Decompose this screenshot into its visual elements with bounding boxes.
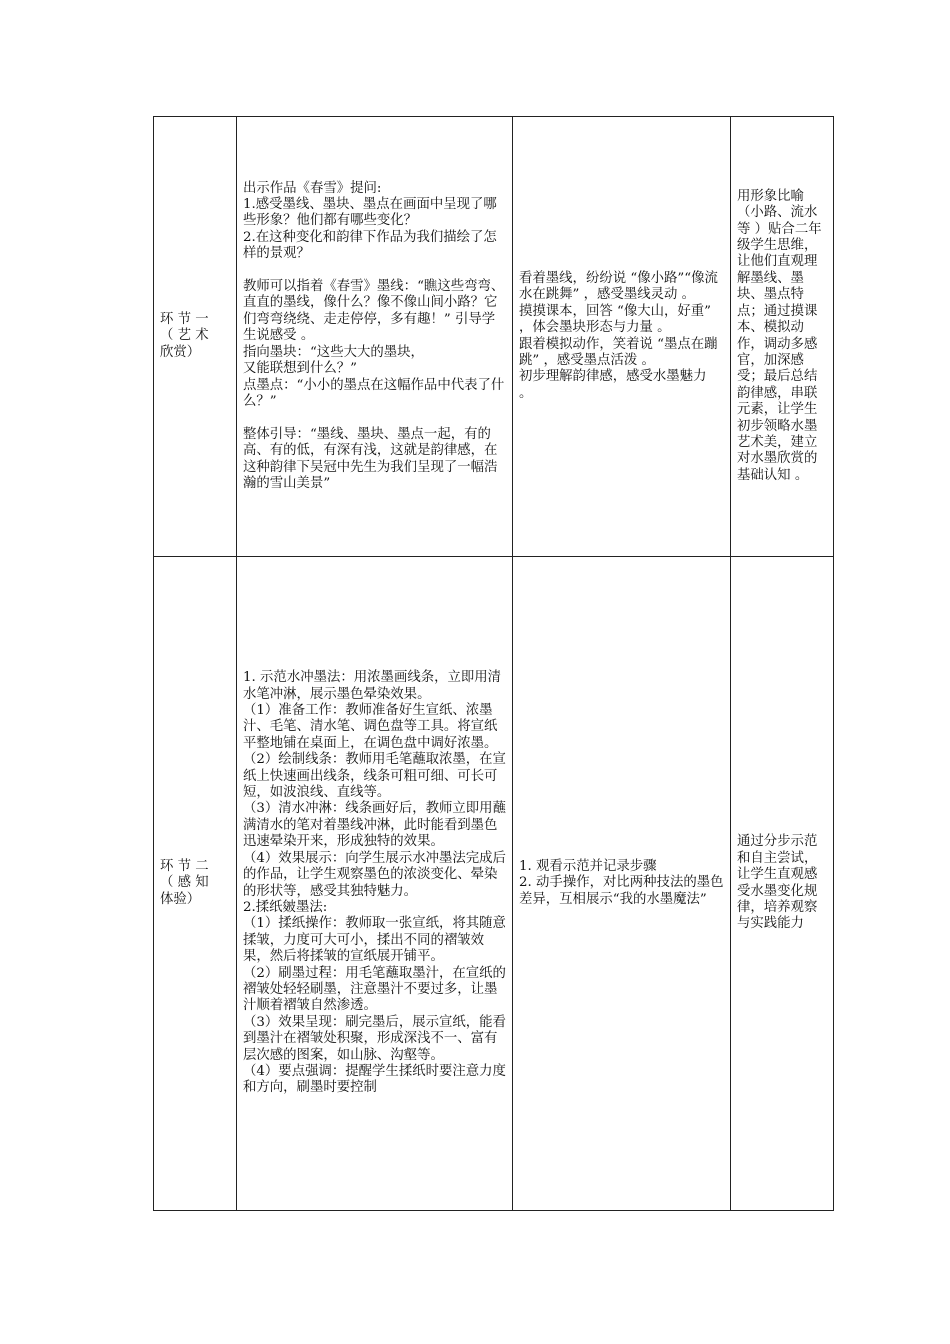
stage-cell [154, 117, 237, 557]
design-intent-cell [731, 117, 834, 557]
teacher-activity-cell [237, 557, 513, 1211]
student-activity-cell [513, 117, 731, 557]
teacher-activity-text: 1. 示范水冲墨法：用浓墨画线条，立即用清水笔冲淋，展示墨色晕染效果。 （1）准备工作：教师准备好生宣纸、浓墨汁、毛笔、清水笔、调色盘等工具。将宣纸平整地铺在桌面上，在调色盘中调好浓墨。 （2）绘制线条：教师用毛笔蘸取浓墨，在宣纸上快速画出线条，线条可粗可细、可长可短，如波浪线、直线等。 （3）清水冲淋：线条画好后，教师立即用蘸满清水的笔对着墨线冲淋，此时能看到墨色迅速晕染开来，形成独特的效果。 （4）效果展示：向学生展示水冲墨法完成后的作品，让学生观察墨色的浓淡变化、晕染的形状等，感受其独特魅力。 2.揉纸皴墨法: （1）揉纸操作：教师取一张宣纸，将其随意揉皱，力度可大可小，揉出不同的褶皱效果，然后将揉皱的宣纸展开铺平。 （2）刷墨过程：用毛笔蘸取墨汁，在宣纸的褶皱处轻轻刷墨，注意墨汁不要过多，让墨汁顺着褶皱自然渗透。 （3）效果呈现：刷完墨后，展示宣纸，能看到墨汁在褶皱处积聚，形成深浅不一、富有层次感的图案，如山脉、沟壑等。 （4）要点强调：提醒学生揉纸时要注意力度和方向，刷墨时要控制 [243, 670, 506, 1096]
student-activity-text: 看着墨线，纷纷说 “像小路”“像流水在跳舞” ，感受墨线灵动 。 摸摸课本，回答 “像大山，好重” ，体会墨块形态与力量 。 跟着模拟动作，笑着说 “墨点在蹦跳” ，感受墨点活泼 。 初步理解韵律感，感受水墨魅力 。 [519, 270, 718, 401]
design-intent-text: 通过分步示范和自主尝试，让学生直观感受水墨变化规律，培养观察与实践能力 [737, 834, 818, 932]
lesson-plan-table [153, 116, 834, 1211]
stage-cell [154, 557, 237, 1211]
design-intent-cell [731, 557, 834, 1211]
table-row [154, 117, 834, 557]
student-activity-cell [513, 557, 731, 1211]
stage-label: 环 节 二 （ 感 知 体验） [160, 858, 209, 907]
stage-label: 环 节 一 （ 艺 术 欣赏） [160, 311, 209, 360]
design-intent-text: 用形象比喻（小路、流水等 ）贴合二年级学生思维，让他们直观理解墨线、墨块、墨点特点；通过摸课本、模拟动作，调动多感官，加深感受；最后总结韵律感，串联元素，让学生初步领略水墨艺术美，建立对水墨欣赏的基础认知 。 [737, 188, 822, 483]
teacher-activity-cell [237, 117, 513, 557]
teacher-activity-text: 出示作品《春雪》提问: 1.感受墨线、墨块、墨点在画面中呈现了哪些形象？他们都有哪些变化？ 2.在这种变化和韵律下作品为我们描绘了怎样的景观？ 教师可以指着《春雪》墨线：“瞧这些弯弯、直直的墨线，像什么？像不像山间小路？它们弯弯绕绕、走走停停，多有趣！” 引导学生说感受 。 指向墨块：“这些大大的墨块， 又能联想到什么？” 点墨点：“小小的墨点在这幅作品中代表了什么？” 整体引导：“墨线、墨块、墨点一起，有的高、有的低，有深有浅，这就是韵律感，在这种韵律下吴冠中先生为我们呈现了一幅浩瀚的雪山美景” [243, 180, 505, 491]
table-row [154, 557, 834, 1211]
student-activity-text: 1. 观看示范并记录步骤 2. 动手操作，对比两种技法的墨色差异，互相展示“我的水墨魔法” [519, 858, 724, 907]
